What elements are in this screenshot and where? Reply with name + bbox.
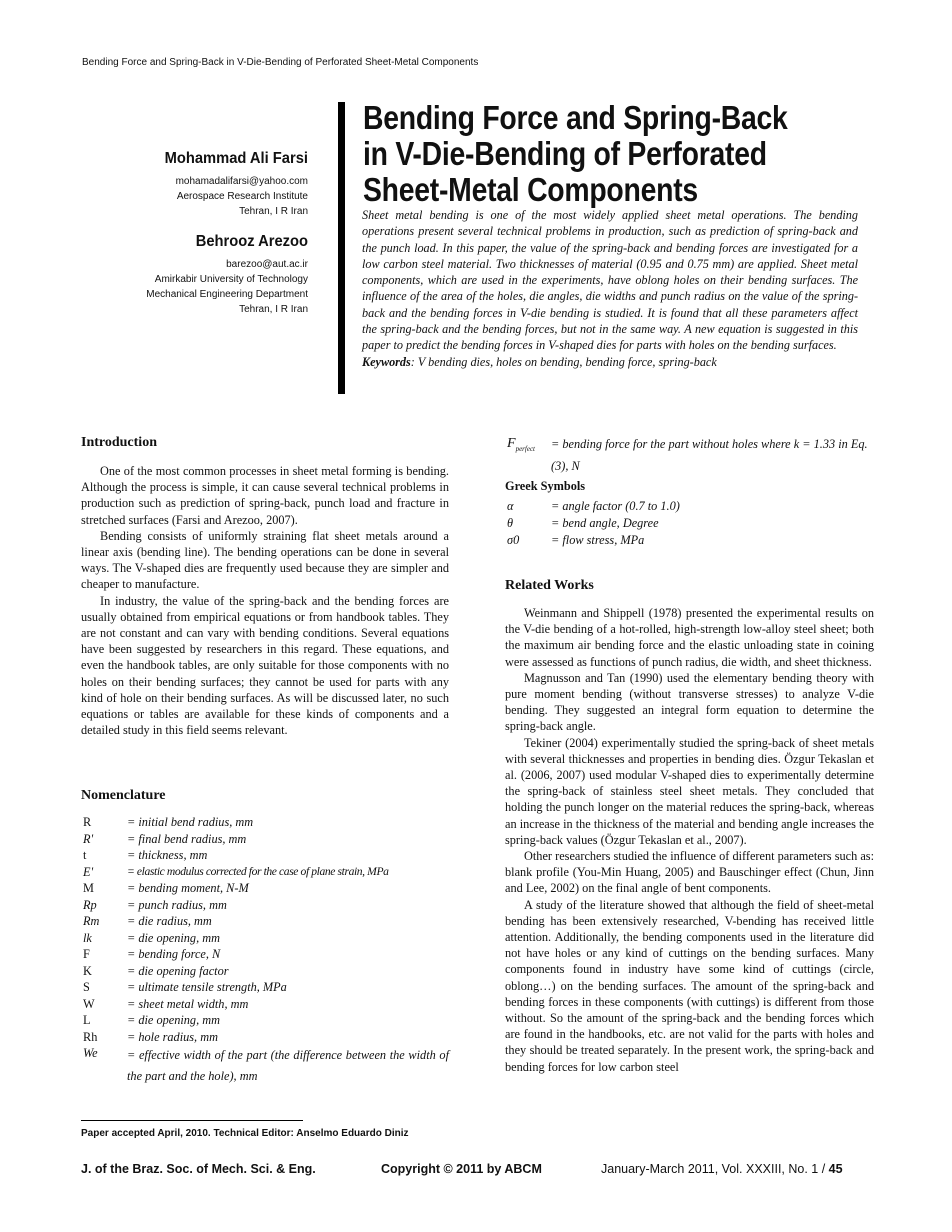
- footnote-divider: [81, 1120, 303, 1121]
- nomenclature-definition: = die opening, mm: [127, 930, 220, 945]
- nomenclature-definition: = final bend radius, mm: [127, 831, 247, 846]
- nomenclature-definition: = hole radius, mm: [127, 1029, 218, 1044]
- paper-title: Bending Force and Spring-Back in V-Die-Bending of Perforated Sheet-Metal Components: [363, 99, 788, 208]
- nomenclature-definition: = die opening, mm: [127, 1013, 220, 1027]
- nomenclature-item: [81, 930, 449, 947]
- author-list: [100, 150, 308, 327]
- nomenclature-definition: = bending force for the part without holes where k = 1.33 in Eq. (3), N: [551, 437, 868, 473]
- nomenclature-symbol: S: [83, 980, 90, 994]
- nomenclature-symbol: K: [83, 963, 92, 978]
- nomenclature-item: [81, 996, 449, 1013]
- author-email[interactable]: barezoo@aut.ac.ir: [226, 259, 308, 270]
- author-2: [100, 233, 308, 317]
- greek-symbol-definition: = bend angle, Degree: [551, 516, 659, 530]
- title-accent-bar: [338, 102, 345, 394]
- related-works-heading: Related Works: [505, 578, 594, 593]
- greek-symbols-heading: Greek Symbols: [505, 479, 586, 493]
- nomenclature-definition: = die opening factor: [127, 963, 229, 978]
- nomenclature-symbol: lk: [83, 930, 92, 945]
- nomenclature-item: [81, 864, 449, 881]
- nomenclature-item: [81, 831, 449, 848]
- nomenclature-symbol: Rm: [83, 914, 100, 928]
- author-affiliation: Aerospace Research Institute: [176, 191, 308, 202]
- nomenclature-item: [81, 913, 449, 930]
- author-location: Tehran, I R Iran: [239, 206, 308, 217]
- nomenclature-heading: Nomenclature: [81, 788, 166, 803]
- nomenclature-symbol: L: [83, 1013, 91, 1027]
- nomenclature-item: [81, 1029, 449, 1046]
- nomenclature-item: [81, 963, 449, 980]
- nomenclature-symbol: $F_{perfect}$: [507, 436, 535, 453]
- nomenclature-symbol: M: [83, 881, 94, 895]
- footnote: Paper accepted April, 2010. Technical Editor: Anselmo Eduardo Diniz: [81, 1128, 409, 1139]
- paragraph: Bending consists of uniformly straining flat sheet metals around a linear axis (bending line). The bending operations can be done in several ways. The V-shaped dies are frequently used because they are simpler and cheaper to manufacture.: [81, 528, 449, 592]
- author-location: Tehran, I R Iran: [239, 304, 308, 315]
- author-name: Mohammad Ali Farsi: [164, 150, 308, 167]
- keywords-label: Keywords: [362, 354, 411, 369]
- nomenclature-definition: = effective width of the part (the difference between the width of the part and the hole), mm: [127, 1048, 449, 1083]
- nomenclature-item: [81, 946, 449, 963]
- nomenclature-symbol: F: [83, 947, 90, 961]
- nomenclature-definition: = elastic modulus corrected for the case of plane strain, MPa: [127, 864, 389, 878]
- nomenclature-continued: [505, 433, 874, 549]
- nomenclature-list: [81, 814, 449, 1087]
- author-affiliation: Amirkabir University of Technology: [154, 274, 308, 285]
- abstract: [362, 207, 858, 370]
- greek-symbol: α: [507, 499, 514, 513]
- author-name: Behrooz Arezoo: [195, 233, 308, 250]
- related-works-section: [505, 578, 874, 1075]
- greek-symbol: θ: [507, 516, 514, 530]
- greek-symbol: σ0: [507, 533, 520, 547]
- paragraph: Other researchers studied the influence of different parameters such as: blank profile (You-Min Huang, 2005) and Bauschinger effect (Chun, Jinn and Lee, 2002) on the final angle of bent components.: [505, 849, 874, 896]
- paragraph: Magnusson and Tan (1990) used the elementary bending theory with pure moment bending (without transverse stresses) to analyze V-die bending. They suggested an integral form equation to determine the spring-back angle.: [505, 670, 874, 734]
- paragraph: Tekiner (2004) experimentally studied the spring-back of sheet metals with several thicknesses and properties in bending dies. Özgur Tekaslan et al. (2006, 2007) used modular V-shaped dies to experimentally determine the spring-back of stainless steel sheet metals. They concluded that holding the punch longer on the material reduces the spring-back, whereas an increase in the thickness of the material and bending angle increases the spring-back values (Özgur Tekaslan et al., 2007).: [505, 735, 874, 847]
- keywords-text: : V bending dies, holes on bending, bending force, spring-back: [410, 354, 717, 369]
- greek-symbol-definition: = flow stress, MPa: [551, 533, 645, 547]
- nomenclature-symbol: t: [83, 848, 87, 862]
- nomenclature-definition: = ultimate tensile strength, MPa: [127, 980, 287, 994]
- greek-symbol-item: [505, 498, 874, 515]
- paragraph: Weinmann and Shippell (1978) presented the experimental results on the V-die bending of a hot-rolled, high-strength low-alloy steel sheet; both the maximum air bending force and the elastic unloading state in coining were assessed as functions of punch radius, die width, and sheet thickness.: [505, 606, 874, 669]
- keywords: [362, 354, 858, 370]
- nomenclature-definition: = bending moment, N-M: [127, 881, 249, 895]
- introduction-heading: Introduction: [81, 435, 157, 450]
- nomenclature-item: [81, 880, 449, 897]
- nomenclature-definition: = thickness, mm: [127, 848, 208, 862]
- nomenclature-definition: = bending force, N: [127, 947, 221, 961]
- nomenclature-symbol: We: [83, 1046, 98, 1060]
- nomenclature-definition: = sheet metal width, mm: [127, 996, 249, 1011]
- nomenclature-item: [81, 1045, 449, 1087]
- nomenclature-item: [505, 433, 874, 477]
- author-email[interactable]: mohamadalifarsi@yahoo.com: [175, 176, 308, 187]
- nomenclature-item: [81, 814, 449, 831]
- footer-copyright: Copyright © 2011 by ABCM: [381, 1162, 542, 1176]
- greek-symbol-item: [505, 532, 874, 549]
- nomenclature-symbol: W: [83, 996, 95, 1011]
- nomenclature-definition: = die radius, mm: [127, 914, 212, 928]
- paragraph: One of the most common processes in sheet metal forming is bending. Although the process is simple, it can cause several technical problems in production such as prediction of spring-back, punch load and fracture in stretched surfaces (Farsi and Arezoo, 2007).: [81, 464, 449, 527]
- greek-symbol-definition: = angle factor (0.7 to 1.0): [551, 499, 680, 513]
- nomenclature-symbol: Rh: [83, 1029, 98, 1044]
- abstract-text: Sheet metal bending is one of the most widely applied sheet metal operations. The bending operations present several technical problems in production, such as prediction of spring-back and the punch load. In this paper, the value of the spring-back and bending forces are investigated for a low carbon steel material. Two thicknesses of material (0.95 and 0.75 mm) are applied. Sheet metal components, which are used in the experiments, have oblong holes on their bending surfaces. The influence of the area of the holes, die angles, die widths and punch radius on the value of the spring-back and the bending forces in V-die bending is studied. It is found that all these parameters affect the spring-back and the bending forces, but not in the same way. A new equation is suggested in this paper to predict the bending forces in V-shaped dies for parts with holes on the bending surfaces.: [362, 208, 858, 353]
- footer-issue: January-March 2011, Vol. XXXIII, No. 1 / 45: [601, 1162, 843, 1176]
- introduction-section: [81, 435, 449, 738]
- nomenclature-definition: = punch radius, mm: [127, 897, 227, 912]
- paragraph: A study of the literature showed that although the field of sheet-metal bending has been extensively researched, V-bending has received little attention. Additionally, the bending components used in the literature did not have holes or any kind of cuttings on the bending surfaces. Many components found in industry have some kind of cuttings (circle, oblong…) on the bending surfaces. The amount of the spring-back and bending forces in these components (with cuttings) is different from those without. So the amount of the spring-back and the bending forces which are found in the handbooks, etc. are not valid for the parts with holes and they should be treated separately. In the present work, the spring-back and bending forces for low carbon steel: [505, 897, 874, 1074]
- greek-symbol-item: [505, 515, 874, 532]
- author-1: [100, 150, 308, 219]
- footer-journal: J. of the Braz. Soc. of Mech. Sci. & Eng.: [81, 1162, 316, 1176]
- running-header: Bending Force and Spring-Back in V-Die-Bending of Perforated Sheet-Metal Components: [82, 57, 479, 68]
- nomenclature-item: [81, 1012, 449, 1029]
- page-number: 45: [828, 1162, 843, 1176]
- author-department: Mechanical Engineering Department: [146, 289, 308, 300]
- nomenclature-symbol: Rp: [83, 897, 97, 912]
- nomenclature-definition: = initial bend radius, mm: [127, 815, 254, 829]
- nomenclature-symbol: E': [83, 864, 94, 879]
- paragraph: In industry, the value of the spring-back and the bending forces are usually obtained from empirical equations or from handbook tables. They are not constant and can vary with bending conditions. Several equations have been suggested by researchers in this regard. These equations, and even the handbook tables, are only suitable for those components with no holes on their bending surfaces; they cannot be used for parts with any kind of hole on their bending surfaces. As will be discussed later, no such equations or tables are available for these kinds of components and a detailed study in this field seems relevant.: [81, 593, 449, 738]
- nomenclature-symbol: R': [83, 831, 94, 846]
- nomenclature-item: [81, 979, 449, 996]
- nomenclature-item: [81, 897, 449, 914]
- greek-symbols-list: [505, 498, 874, 549]
- nomenclature-symbol: R: [83, 815, 92, 829]
- nomenclature-section: [81, 788, 449, 1087]
- nomenclature-item: [81, 847, 449, 864]
